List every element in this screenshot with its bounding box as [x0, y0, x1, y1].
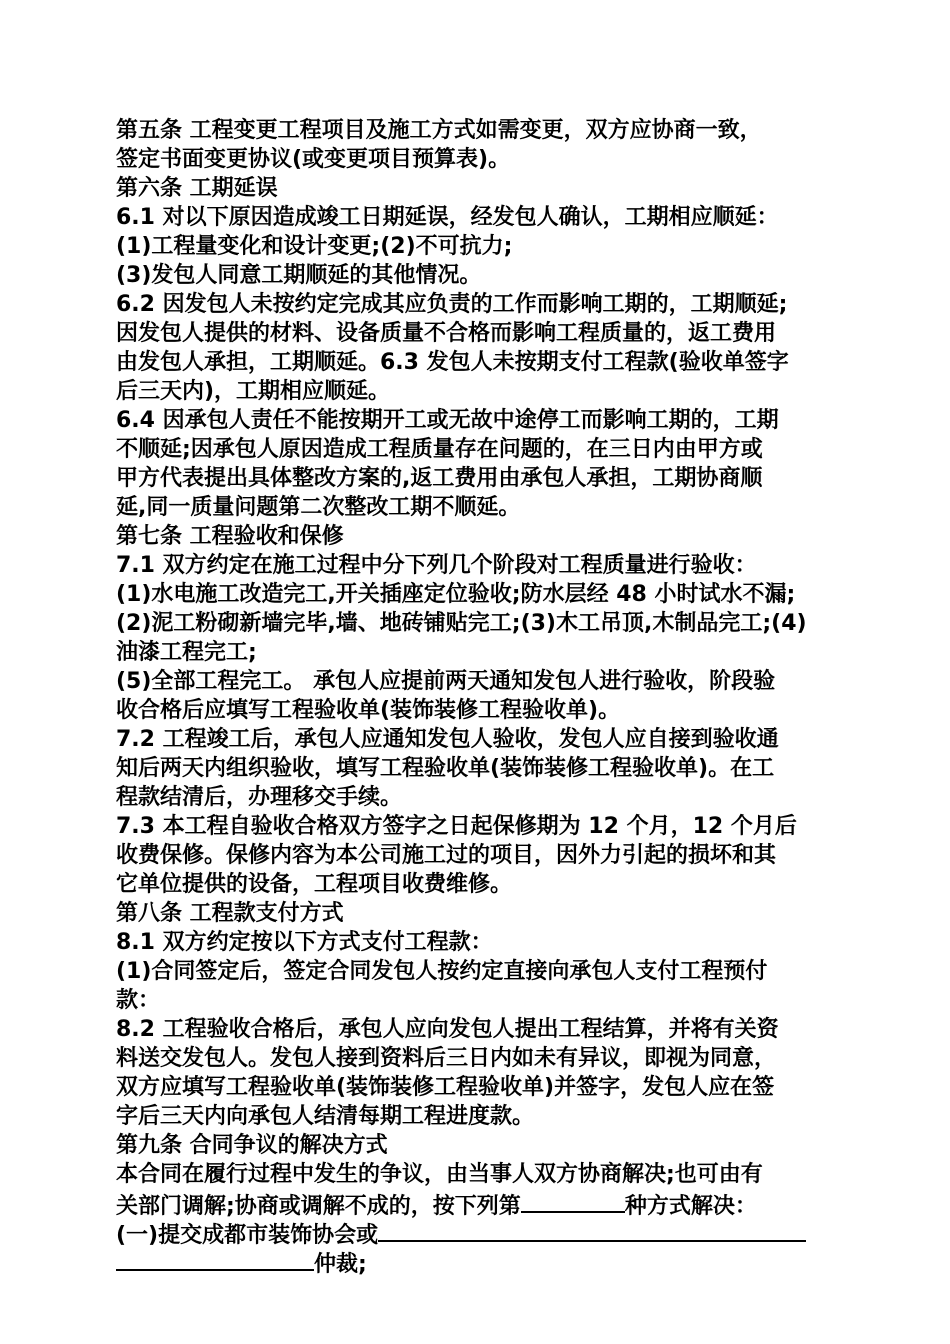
- text-line: 双方应填写工程验收单(装饰装修工程验收单)并签字，发包人应在签: [116, 1075, 775, 1100]
- text-line: 收费保修。保修内容为本公司施工过的项目，因外力引起的损坏和其: [116, 843, 777, 868]
- text-line: 因发包人提供的材料、设备质量不合格而影响工程质量的，返工费用: [116, 321, 777, 346]
- text-line: [116, 1247, 834, 1276]
- text-line: 7.3 本工程自验收合格双方签字之日起保修期为 12 个月，12 个月后: [116, 814, 797, 839]
- blank-line[interactable]: [378, 1218, 806, 1242]
- text-line: (5)全部工程完工。 承包人应提前两天通知发包人进行验收，阶段验: [116, 669, 776, 694]
- text-line: 后三天内)，工期相应顺延。: [116, 379, 391, 404]
- text-line: 延,同一质量问题第二次整改工期不顺延。: [116, 495, 521, 520]
- text-line: 8.2 工程验收合格后，承包人应向发包人提出工程结算，并将有关资: [116, 1017, 779, 1042]
- text-line-suffix: 仲裁;: [314, 1252, 367, 1276]
- text-line: 6.4 因承包人责任不能按期开工或无故中途停工而影响工期的，工期: [116, 408, 779, 433]
- text-line: (1)水电施工改造完工,开关插座定位验收;防水层经 48 小时试水不漏;: [116, 582, 796, 607]
- text-line: 程款结清后，办理移交手续。: [116, 785, 403, 810]
- text-line: [116, 1189, 834, 1218]
- text-line: (1)合同签定后，签定合同发包人按约定直接向承包人支付工程预付: [116, 959, 768, 984]
- blank-line[interactable]: [116, 1247, 314, 1271]
- text-line: 款：: [116, 988, 161, 1013]
- text-line: 7.2 工程竣工后，承包人应通知发包人验收，发包人应自接到验收通: [116, 727, 779, 752]
- text-line: 字后三天内向承包人结清每期工程进度款。: [116, 1104, 535, 1129]
- text-line: 知后两天内组织验收，填写工程验收单(装饰装修工程验收单)。在工: [116, 756, 775, 781]
- text-line: 甲方代表提出具体整改方案的,返工费用由承包人承担，工期协商顺: [116, 466, 763, 491]
- text-line: 不顺延;因承包人原因造成工程质量存在问题的，在三日内由甲方或: [116, 437, 763, 462]
- text-line: [116, 1218, 834, 1247]
- text-line-prefix: (一)提交成都市装饰协会或: [116, 1223, 379, 1247]
- text-line: (1)工程量变化和设计变更;(2)不可抗力;: [116, 234, 513, 259]
- text-line: 油漆工程完工;: [116, 640, 257, 665]
- text-line-prefix: 关部门调解;协商或调解不成的，按下列第: [116, 1194, 521, 1218]
- blank-line[interactable]: [521, 1189, 625, 1213]
- text-line: 第七条 工程验收和保修: [116, 524, 344, 549]
- text-line-suffix: 种方式解决：: [624, 1194, 757, 1218]
- text-line: 第八条 工程款支付方式: [116, 901, 344, 926]
- text-line: (2)泥工粉砌新墙完毕,墙、地砖铺贴完工;(3)木工吊顶,木制品完工;(4): [116, 611, 807, 636]
- text-line: 第五条 工程变更工程项目及施工方式如需变更，双方应协商一致，: [116, 118, 762, 143]
- text-line: 6.1 对以下原因造成竣工日期延误，经发包人确认，工期相应顺延：: [116, 205, 779, 230]
- text-line: 8.1 双方约定按以下方式支付工程款：: [116, 930, 493, 955]
- text-line: 第六条 工期延误: [116, 176, 278, 201]
- text-line: (3)发包人同意工期顺延的其他情况。: [116, 263, 482, 288]
- text-line: 收合格后应填写工程验收单(装饰装修工程验收单)。: [116, 698, 621, 723]
- text-line: 签定书面变更协议(或变更项目预算表)。: [116, 147, 511, 172]
- text-line: 本合同在履行过程中发生的争议，由当事人双方协商解决;也可由有: [116, 1162, 763, 1187]
- text-line: 由发包人承担，工期顺延。6.3 发包人未按期支付工程款(验收单签字: [116, 350, 789, 375]
- text-line: 6.2 因发包人未按约定完成其应负责的工作而影响工期的，工期顺延;: [116, 292, 788, 317]
- text-line: 料送交发包人。发包人接到资料后三日内如未有异议，即视为同意，: [116, 1046, 777, 1071]
- contract-text: [116, 116, 834, 1189]
- text-line: 第九条 合同争议的解决方式: [116, 1133, 388, 1158]
- text-line: 它单位提供的设备，工程项目收费维修。: [116, 872, 513, 897]
- text-line: 7.1 双方约定在施工过程中分下列几个阶段对工程质量进行验收：: [116, 553, 757, 578]
- contract-page: [116, 116, 834, 1276]
